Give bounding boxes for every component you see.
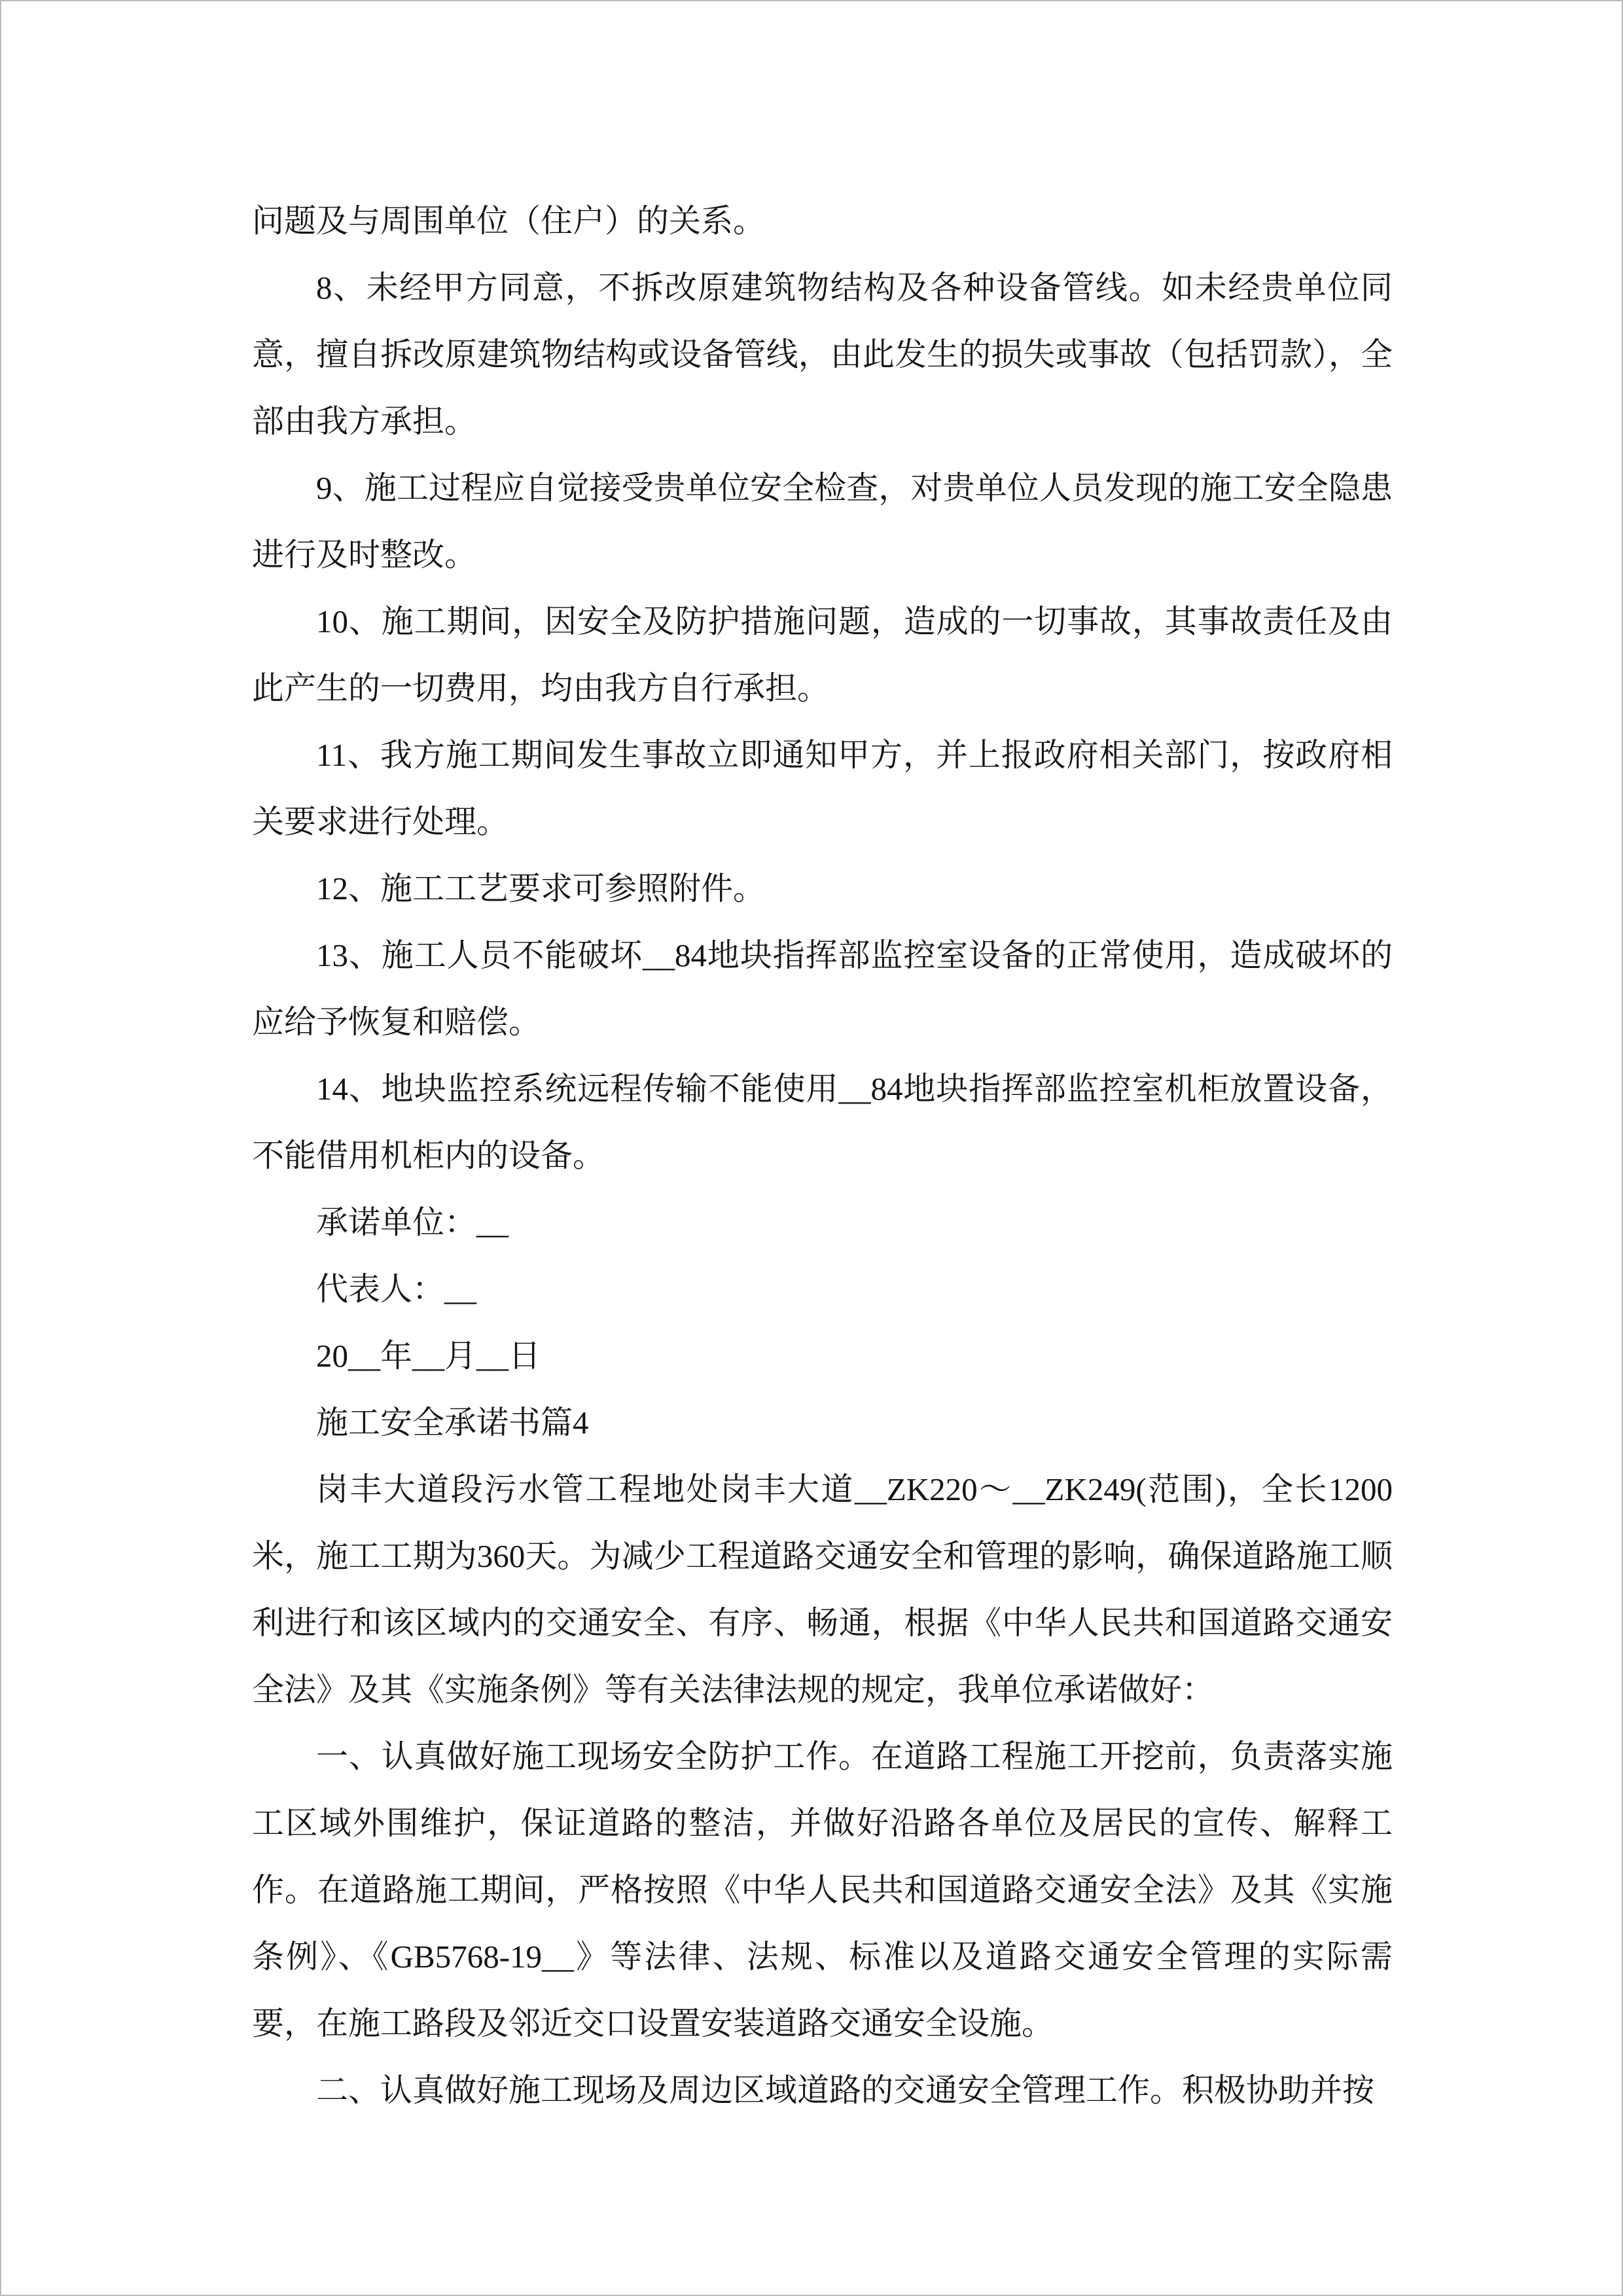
paragraph: 14、地块监控系统远程传输不能使用__84地块指挥部监控室机柜放置设备，不能借用机柜内的设备。	[252, 1071, 1393, 1174]
paragraph: 问题及与周围单位（住户）的关系。	[252, 203, 766, 239]
signature-line-date: 20__年__月__日	[316, 1338, 541, 1374]
paragraph: 8、未经甲方同意，不拆改原建筑物结构及各种设备管线。如未经贵单位同意，擅自拆改原建筑物结构或设备管线，由此发生的损失或事故（包括罚款），全部由我方承担。	[252, 270, 1393, 439]
paragraph: 11、我方施工期间发生事故立即通知甲方，并上报政府相关部门，按政府相关要求进行处理。	[252, 737, 1393, 840]
paragraph: 13、施工人员不能破坏__84地块指挥部监控室设备的正常使用，造成破坏的应给予恢复和赔偿。	[252, 937, 1393, 1040]
paragraph: 一、认真做好施工现场安全防护工作。在道路工程施工开挖前，负责落实施工区域外围维护，保证道路的整洁，并做好沿路各单位及居民的宣传、解释工作。在道路施工期间，严格按照《中华人民共和国道路交通安全法》及其《实施条例》、《GB5768-19__》等法律、法规、标准以及道路交通安全管理的实际需要，在施工路段及邻近交口设置安装道路交通安全设施。	[252, 1738, 1393, 2041]
paragraph: 9、施工过程应自觉接受贵单位安全检查，对贵单位人员发现的施工安全隐患进行及时整改。	[252, 470, 1393, 573]
signature-line-representative: 代表人：__	[316, 1271, 477, 1307]
document-body-text	[1, 1, 1622, 2124]
paragraph: 10、施工期间，因安全及防护措施问题，造成的一切事故，其事故责任及由此产生的一切费用，均由我方自行承担。	[252, 603, 1393, 706]
section-heading: 施工安全承诺书篇4	[316, 1405, 589, 1441]
paragraph: 二、认真做好施工现场及周边区域道路的交通安全管理工作。积极协助并按	[316, 2072, 1375, 2108]
paragraph: 12、施工工艺要求可参照附件。	[316, 870, 766, 906]
paragraph: 岗丰大道段污水管工程地处岗丰大道__ZK220～__ZK249(范围)，全长1200米，施工工期为360天。为减少工程道路交通安全和管理的影响，确保道路施工顺利进行和该区域内的交通安全、有序、畅通，根据《中华人民共和国道路交通安全法》及其《实施条例》等有关法律法规的规定，我单位承诺做好：	[252, 1471, 1393, 1708]
signature-line-unit: 承诺单位：__	[316, 1204, 509, 1240]
